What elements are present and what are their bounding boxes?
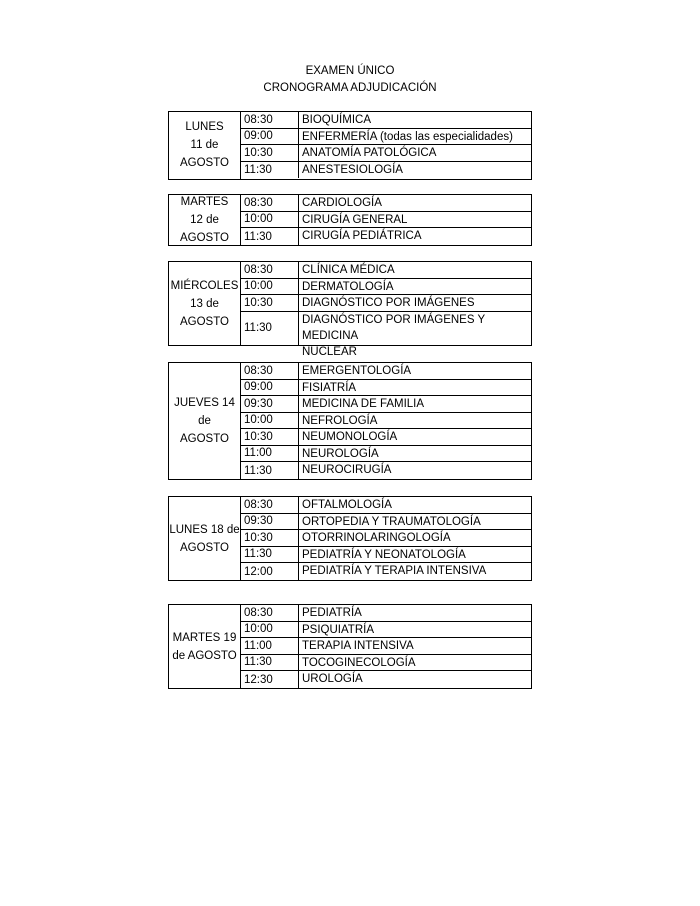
table-row — [241, 462, 531, 479]
time-cell: 09:30 — [241, 396, 299, 412]
table-row — [241, 162, 531, 179]
subject-cell: PEDIATRÍA Y NEONATOLOGÍA — [302, 548, 466, 561]
table-row — [241, 145, 531, 162]
table-row — [241, 547, 531, 564]
day-label: MARTES 12 de AGOSTO — [169, 195, 241, 245]
time-cell: 11:30 — [241, 547, 299, 563]
time-cell: 10:00 — [241, 279, 299, 295]
subject-cell: PEDIATRÍA — [302, 607, 362, 619]
time-cell: 08:30 — [241, 605, 299, 621]
subject-cell: OTORRINOLARINGOLOGÍA — [302, 532, 451, 544]
table-row — [241, 671, 531, 688]
time-cell: 08:30 — [241, 112, 299, 128]
day-label: MIÉRCOLES 13 de AGOSTO — [169, 262, 241, 345]
subject-cell: DIAGNÓSTICO POR IMÁGENES — [302, 297, 475, 309]
time-slot-list — [241, 195, 531, 245]
subject-cell: CIRUGÍA PEDIÁTRICA — [302, 230, 422, 242]
table-row — [241, 279, 531, 296]
subject-cell: FISIATRÍA — [302, 381, 357, 394]
table-row — [241, 655, 531, 672]
time-slot-list — [241, 605, 531, 688]
table-row — [241, 380, 531, 397]
day-block — [168, 111, 532, 180]
day-label: LUNES 18 de AGOSTO — [169, 497, 241, 580]
table-row — [241, 312, 531, 358]
subject-cell: DERMATOLOGÍA — [302, 280, 394, 293]
subject-cell: TOCOGINECOLOGÍA — [302, 656, 416, 669]
subject-cell: DIAGNÓSTICO POR IMÁGENES Y MEDICINA NUCLEAR — [302, 313, 485, 358]
day-block — [168, 362, 532, 480]
day-block — [168, 496, 532, 581]
time-cell: 11:00 — [241, 446, 299, 462]
subject-cell: CIRUGÍA GENERAL — [302, 213, 408, 226]
table-row — [241, 497, 531, 514]
day-label: MARTES 19 de AGOSTO — [169, 605, 241, 688]
time-cell: 11:30 — [241, 312, 299, 345]
table-row — [241, 413, 531, 430]
time-cell: 10:00 — [241, 212, 299, 228]
time-cell: 12:00 — [241, 563, 299, 580]
subject-cell: ANATOMÍA PATOLÓGICA — [302, 147, 437, 159]
time-cell: 11:30 — [241, 655, 299, 671]
subject-cell: TERAPIA INTENSIVA — [302, 640, 414, 652]
day-block — [168, 194, 532, 246]
time-cell: 08:30 — [241, 262, 299, 278]
subject-cell: PEDIATRÍA Y TERAPIA INTENSIVA — [302, 565, 487, 577]
subject-cell: CLÍNICA MÉDICA — [302, 264, 395, 276]
time-cell: 08:30 — [241, 363, 299, 379]
table-row — [241, 112, 531, 129]
subject-cell: ANESTESIOLOGÍA — [302, 163, 403, 176]
table-row — [241, 638, 531, 655]
time-cell: 09:00 — [241, 380, 299, 396]
time-cell: 10:00 — [241, 413, 299, 429]
day-label: JUEVES 14 de AGOSTO — [169, 363, 241, 479]
subject-cell: ORTOPEDIA Y TRAUMATOLOGÍA — [302, 515, 481, 528]
day-block — [168, 604, 532, 689]
table-row — [241, 363, 531, 380]
subject-cell: NEUROLOGÍA — [302, 447, 379, 460]
time-slot-list — [241, 363, 531, 479]
table-row — [241, 129, 531, 146]
time-cell: 11:30 — [241, 162, 299, 179]
subject-cell: CARDIOLOGÍA — [302, 197, 382, 209]
subject-cell: PSIQUIATRÍA — [302, 623, 374, 636]
document-title: EXAMEN ÚNICO — [305, 65, 395, 77]
table-row — [241, 622, 531, 639]
table-row — [241, 195, 531, 212]
time-cell: 12:30 — [241, 671, 299, 688]
time-cell: 11:00 — [241, 638, 299, 654]
table-row — [241, 446, 531, 463]
table-row — [241, 212, 531, 229]
time-cell: 09:00 — [241, 129, 299, 145]
subject-cell: NEUMONOLOGÍA — [302, 431, 398, 443]
subject-cell: NEUROCIRUGÍA — [302, 464, 392, 476]
subject-cell: BIOQUÍMICA — [302, 114, 372, 126]
subject-cell: UROLOGÍA — [302, 673, 363, 685]
table-row — [241, 228, 531, 245]
table-row — [241, 563, 531, 580]
time-slot-list — [241, 112, 531, 178]
table-row — [241, 605, 531, 622]
subject-cell: MEDICINA DE FAMILIA — [302, 398, 425, 410]
table-row — [241, 530, 531, 547]
subject-cell: EMERGENTOLOGÍA — [302, 365, 412, 377]
document-subtitle: CRONOGRAMA ADJUDICACIÓN — [263, 82, 437, 94]
time-slot-list — [241, 497, 531, 580]
table-row — [241, 396, 531, 413]
day-label: LUNES 11 de AGOSTO — [169, 112, 241, 179]
table-row — [241, 262, 531, 279]
time-cell: 10:30 — [241, 295, 299, 311]
subject-cell: OFTALMOLOGÍA — [302, 499, 392, 511]
time-cell: 10:00 — [241, 622, 299, 638]
subject-cell: NEFROLOGÍA — [302, 414, 378, 427]
time-cell: 08:30 — [241, 497, 299, 513]
time-slot-list — [241, 262, 531, 358]
time-cell: 10:30 — [241, 145, 299, 161]
day-block — [168, 261, 532, 358]
time-cell: 11:30 — [241, 462, 299, 479]
time-cell: 08:30 — [241, 195, 299, 211]
table-row — [241, 429, 531, 446]
time-cell: 10:30 — [241, 429, 299, 445]
table-row — [241, 514, 531, 531]
subject-cell: ENFERMERÍA (todas las especialidades) — [302, 130, 513, 143]
table-row — [241, 295, 531, 312]
time-cell: 11:30 — [241, 228, 299, 245]
time-cell: 09:30 — [241, 514, 299, 530]
time-cell: 10:30 — [241, 530, 299, 546]
